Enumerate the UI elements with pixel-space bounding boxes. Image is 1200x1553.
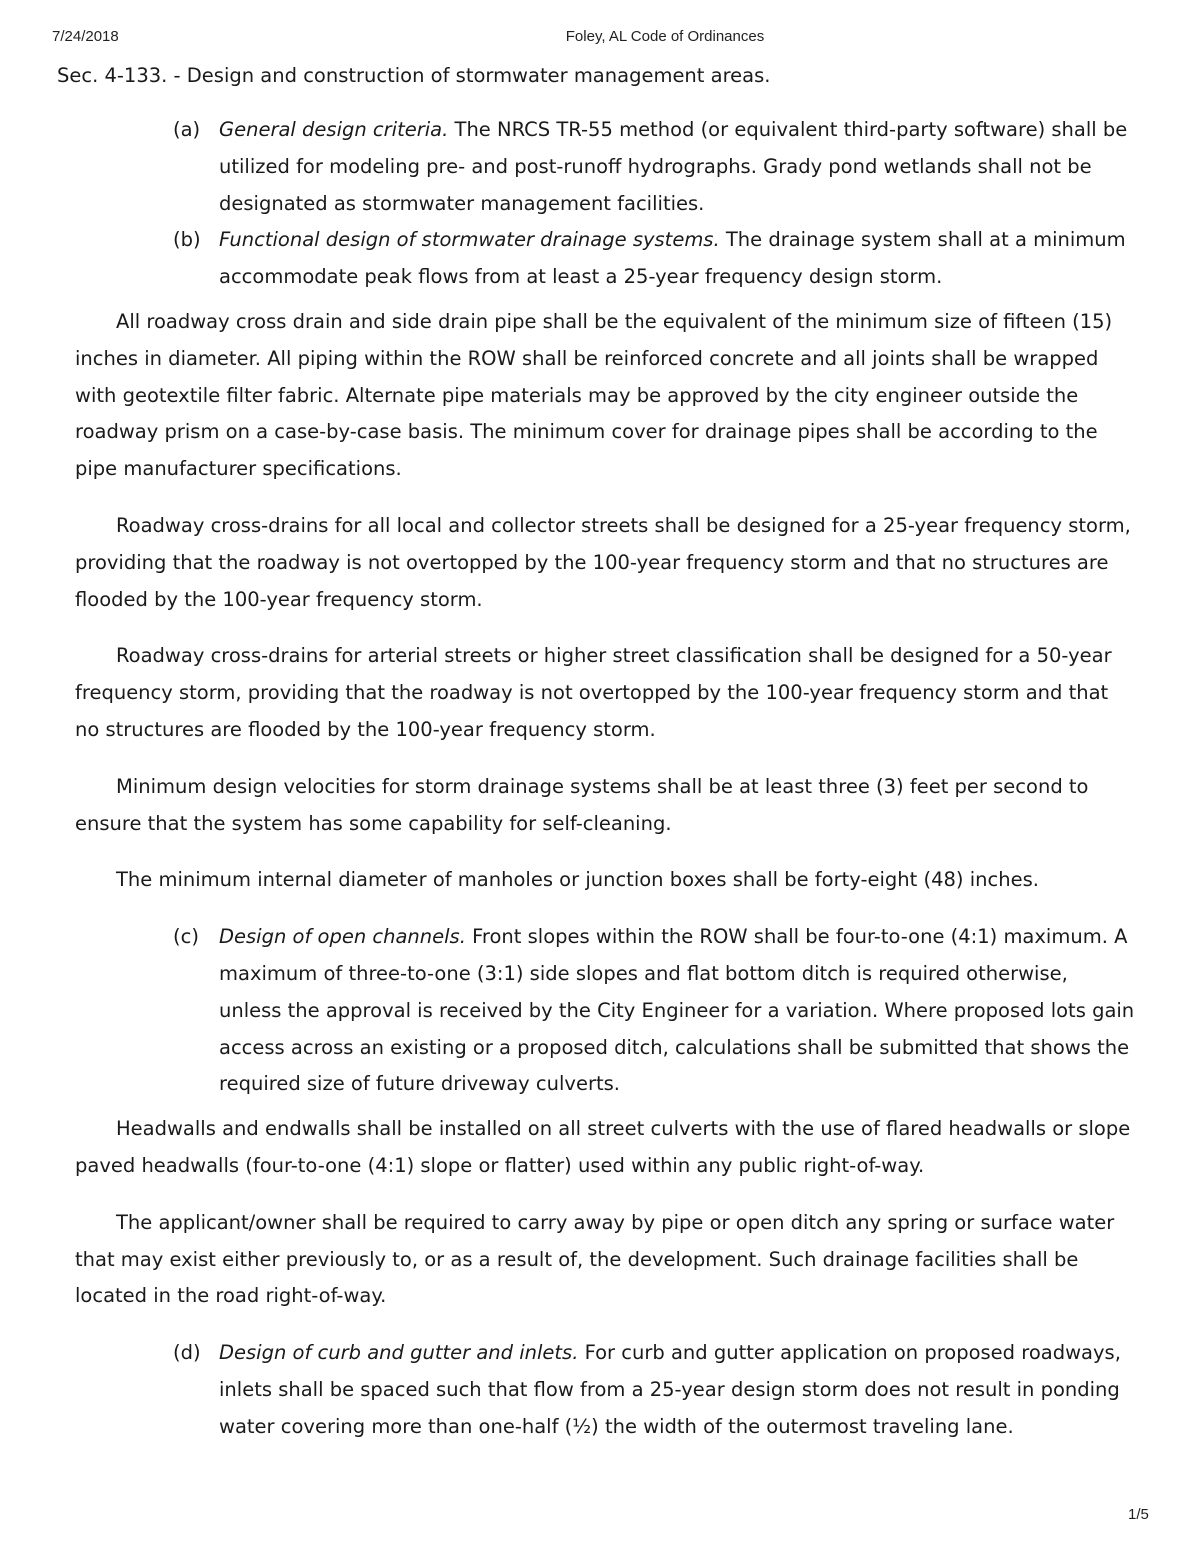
subsection-text: The NRCS TR-55 method (or equivalent third-party software) shall be utilized for modeling pre- and post-runoff hydrographs. Grady pond wetlands shall not be designated as stormwater management facilities. [219, 118, 1128, 215]
subsection-text: For curb and gutter application on proposed roadways, inlets shall be spaced such that flow from a 25-year design storm does not result in ponding water covering more than one-half (½) the width of the outermost traveling lane. [219, 1341, 1121, 1438]
subsection-heading: Design of curb and gutter and inlets. [219, 1341, 579, 1365]
subsection-heading: Design of open channels. [219, 925, 466, 949]
subsection-heading: General design criteria. [219, 118, 449, 141]
subsection-b [75, 222, 1135, 296]
paragraph: Headwalls and endwalls shall be installed on all street culverts with the use of flared headwalls or slope paved headwalls (four-to-one (4:1) slope or flatter) used within any public right-of-way. [75, 1117, 1131, 1177]
paragraph: The minimum internal diameter of manholes or junction boxes shall be forty-eight (48) inches. [116, 868, 1039, 892]
paragraph: Roadway cross-drains for all local and collector streets shall be designed for a 25-year frequency storm, providing that the roadway is not overtopped by the 100-year frequency storm and that no structures are flooded by the 100-year frequency storm. [75, 513, 1131, 611]
paragraph: The applicant/owner shall be required to carry away by pipe or open ditch any spring or surface water that may exist either previously to, or as a result of, the development. Such drainage facilities shall be located in the road right-of-way. [75, 1210, 1115, 1308]
paragraph: All roadway cross drain and side drain pipe shall be the equivalent of the minimum size of fifteen (15) inches in diameter. All piping within the ROW shall be reinforced concrete and all joints shall be wrapped with geotextile filter fabric. Alternate pipe materials may be approved by the city engineer outside the roadway prism on a case-by-case basis. The minimum cover for drainage pipes shall be according to the pipe manufacturer specifications. [75, 309, 1113, 481]
subsection-text: The drainage system shall at a minimum accommodate peak flows from at least a 25-year frequency design storm. [219, 228, 1126, 289]
paragraph: Minimum design velocities for storm drainage systems shall be at least three (3) feet per second to ensure that the system has some capability for self-cleaning. [75, 774, 1089, 835]
subsection-marker: (a) [173, 118, 201, 141]
paragraph: Roadway cross-drains for arterial streets or higher street classification shall be designed for a 50-year frequency storm, providing that the roadway is not overtopped by the 100-year frequency storm and that no structures are flooded by the 100-year frequency storm. [75, 644, 1112, 741]
site-title: Foley, AL Code of Ordinances [565, 28, 765, 45]
section-title: Sec. 4-133. - Design and construction of stormwater management areas. [57, 64, 771, 87]
subsection-c [75, 919, 1135, 1103]
print-header [0, 28, 1200, 48]
subsection-a [75, 112, 1135, 222]
subsection-marker: (d) [173, 1341, 201, 1365]
subsection-marker: (c) [173, 925, 199, 949]
page-number: 1/5 [1128, 1506, 1149, 1523]
print-date: 7/24/2018 [52, 28, 119, 45]
subsection-heading: Functional design of stormwater drainage systems. [219, 228, 720, 252]
subsection-marker: (b) [173, 228, 201, 252]
document-body [75, 112, 1135, 1446]
subsection-d [75, 1335, 1135, 1445]
subsection-text: Front slopes within the ROW shall be four-to-one (4:1) maximum. A maximum of three-to-one (3:1) side slopes and flat bottom ditch is required otherwise, unless the approval is received by the City Engineer for a variation. Where proposed lots gain access across an existing or a proposed ditch, calculations shall be submitted that shows the required size of future driveway culverts. [219, 925, 1135, 1096]
